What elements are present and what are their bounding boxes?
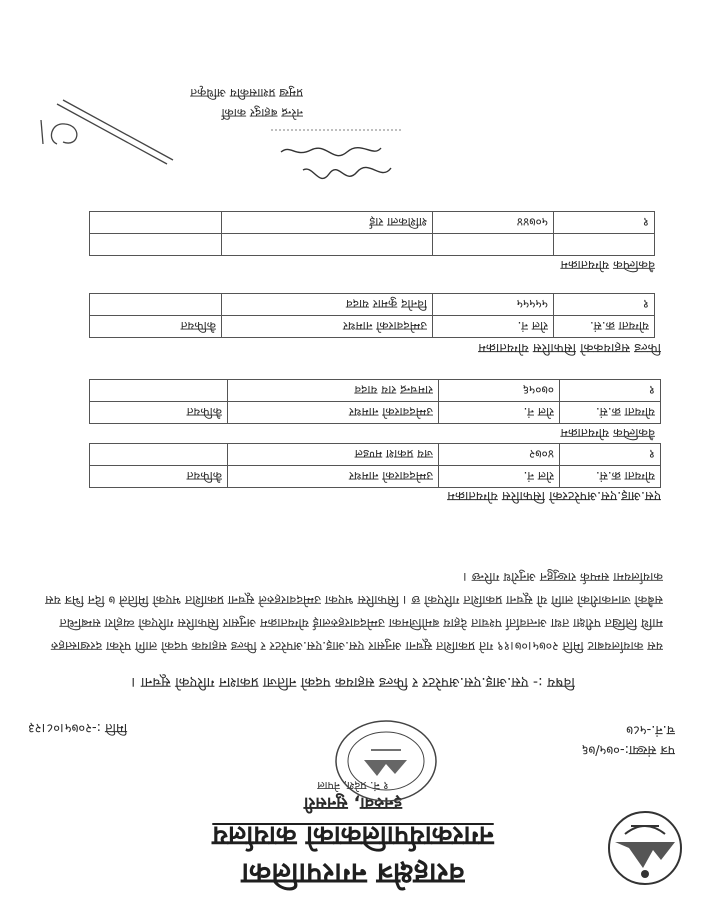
column-header: योग्यता क्र.सं. xyxy=(560,466,661,488)
table-row xyxy=(90,212,655,234)
column-header xyxy=(222,234,433,256)
table-cell: शशिकला राई xyxy=(222,212,433,234)
office-title: नगरकार्यपालिकाको कार्यालय xyxy=(212,820,494,851)
handwritten-mark xyxy=(13,80,183,170)
table-header-row xyxy=(90,316,655,338)
field-assistant-alternate-table xyxy=(89,211,655,256)
table-cell: ४०७२ xyxy=(439,444,560,466)
table-header-row xyxy=(90,466,661,488)
alternate-merit-heading: वैकल्पिक योग्यताक्रम xyxy=(560,426,655,441)
table-cell: ०७०५६ xyxy=(439,380,560,402)
nepal-government-emblem-icon xyxy=(605,806,685,888)
municipality-title: वराहक्षेत्र नगरपालिका xyxy=(241,857,465,891)
column-header: कैफियत xyxy=(90,316,222,338)
field-assistant-recommendation-table xyxy=(89,293,655,338)
office-seal-icon xyxy=(331,716,441,806)
subject-line: विषय :- एस.आइ.एस.अपरेटर र फिल्ड सहायक पदको नतिजा प्रकाशन गरिएको सूचना । xyxy=(131,674,575,690)
table-cell xyxy=(90,294,222,316)
section-heading-operator: एस.आइ.एस.अपरेटरको सिफारिस योग्यताक्रम xyxy=(447,488,661,503)
table-cell: १ xyxy=(560,444,661,466)
column-header: रोल नं. xyxy=(439,402,560,424)
column-header: रोल नं. xyxy=(439,466,560,488)
operator-alternate-table xyxy=(89,379,661,424)
column-header: उम्मेदवारको नामथर xyxy=(228,466,439,488)
column-header: योग्यता क्र.सं. xyxy=(560,402,661,424)
table-row xyxy=(90,444,661,466)
table-cell: रामचन्द्र राय यादव xyxy=(228,380,439,402)
table-cell: जय प्रकाश मण्डल xyxy=(228,444,439,466)
column-header: उम्मेदवारको नामथर xyxy=(228,402,439,424)
table-cell: १ xyxy=(554,294,655,316)
notice-body: यस कार्यालयबाट मिति २०७५।०७।१९ गते प्रकाशित सूचना अनुसार एस.आइ.एस.अपरेटर र फिल्ड सहायक पदको लागि परेका दरखास्तहरु माथि लिखित परीक्षा तथा अन्तर्वार्ता पश्चात देहाय बमोजिमका उम्मेदवारहरुलाई योग्यताक्रम अनुसार सिफारिस गरिएको व्यहोरा सम्बन्धित सबैको जानकारीको लागि यो सूचना प्रकाशित गरिएको छ । सिफारिस भएका उम्मेदवारहरुले सूचना प्रकाशित भएको मितिले ७ दिन भित्र यस कार्यालयमा सम्पर्क राख्नुहुन अनुरोध गरिन्छ । xyxy=(45,570,663,654)
dispatch-number: च.नं.-५८७ xyxy=(626,722,675,737)
table-row xyxy=(90,294,655,316)
table-header-row xyxy=(90,402,661,424)
column-header: योग्यता क्र.सं. xyxy=(554,316,655,338)
reference-number: पत्र संख्या:-०७५/७६ xyxy=(581,742,675,757)
office-location: इनरुवा, सुनसरी xyxy=(304,793,402,813)
column-header: कैफियत xyxy=(90,466,228,488)
table-cell: विनोद कुमार यादव xyxy=(222,294,433,316)
column-header: कैफियत xyxy=(90,402,228,424)
table-cell xyxy=(90,212,222,234)
office-province: १ नं. प्रदेश, नेपाल xyxy=(317,779,389,792)
table-cell: ५०७४४ xyxy=(433,212,554,234)
section-heading-field-assistant: फिल्ड सहायकको सिफारिस योग्यताक्रम xyxy=(478,340,661,355)
table-cell xyxy=(90,380,228,402)
column-header: रोल नं. xyxy=(433,316,554,338)
signatory-title: प्रमुख प्रशासकीय अधिकृत xyxy=(190,86,303,100)
letter-date: मिति :-२०७५।०८।२३ xyxy=(28,720,128,735)
signatory-name: नरेन्द्र बहादुर कार्की xyxy=(221,106,303,120)
column-header xyxy=(433,234,554,256)
operator-recommendation-table xyxy=(89,443,661,488)
alternate-merit-heading: वैकल्पिक योग्यताक्रम xyxy=(560,258,655,273)
table-cell: १ xyxy=(560,380,661,402)
column-header: उम्मेदवारको नामथर xyxy=(222,316,433,338)
column-header xyxy=(554,234,655,256)
column-header xyxy=(90,234,222,256)
table-cell: ५५५५५ xyxy=(433,294,554,316)
table-cell xyxy=(90,444,228,466)
table-row xyxy=(90,380,661,402)
table-header-row xyxy=(90,234,655,256)
table-cell: १ xyxy=(554,212,655,234)
